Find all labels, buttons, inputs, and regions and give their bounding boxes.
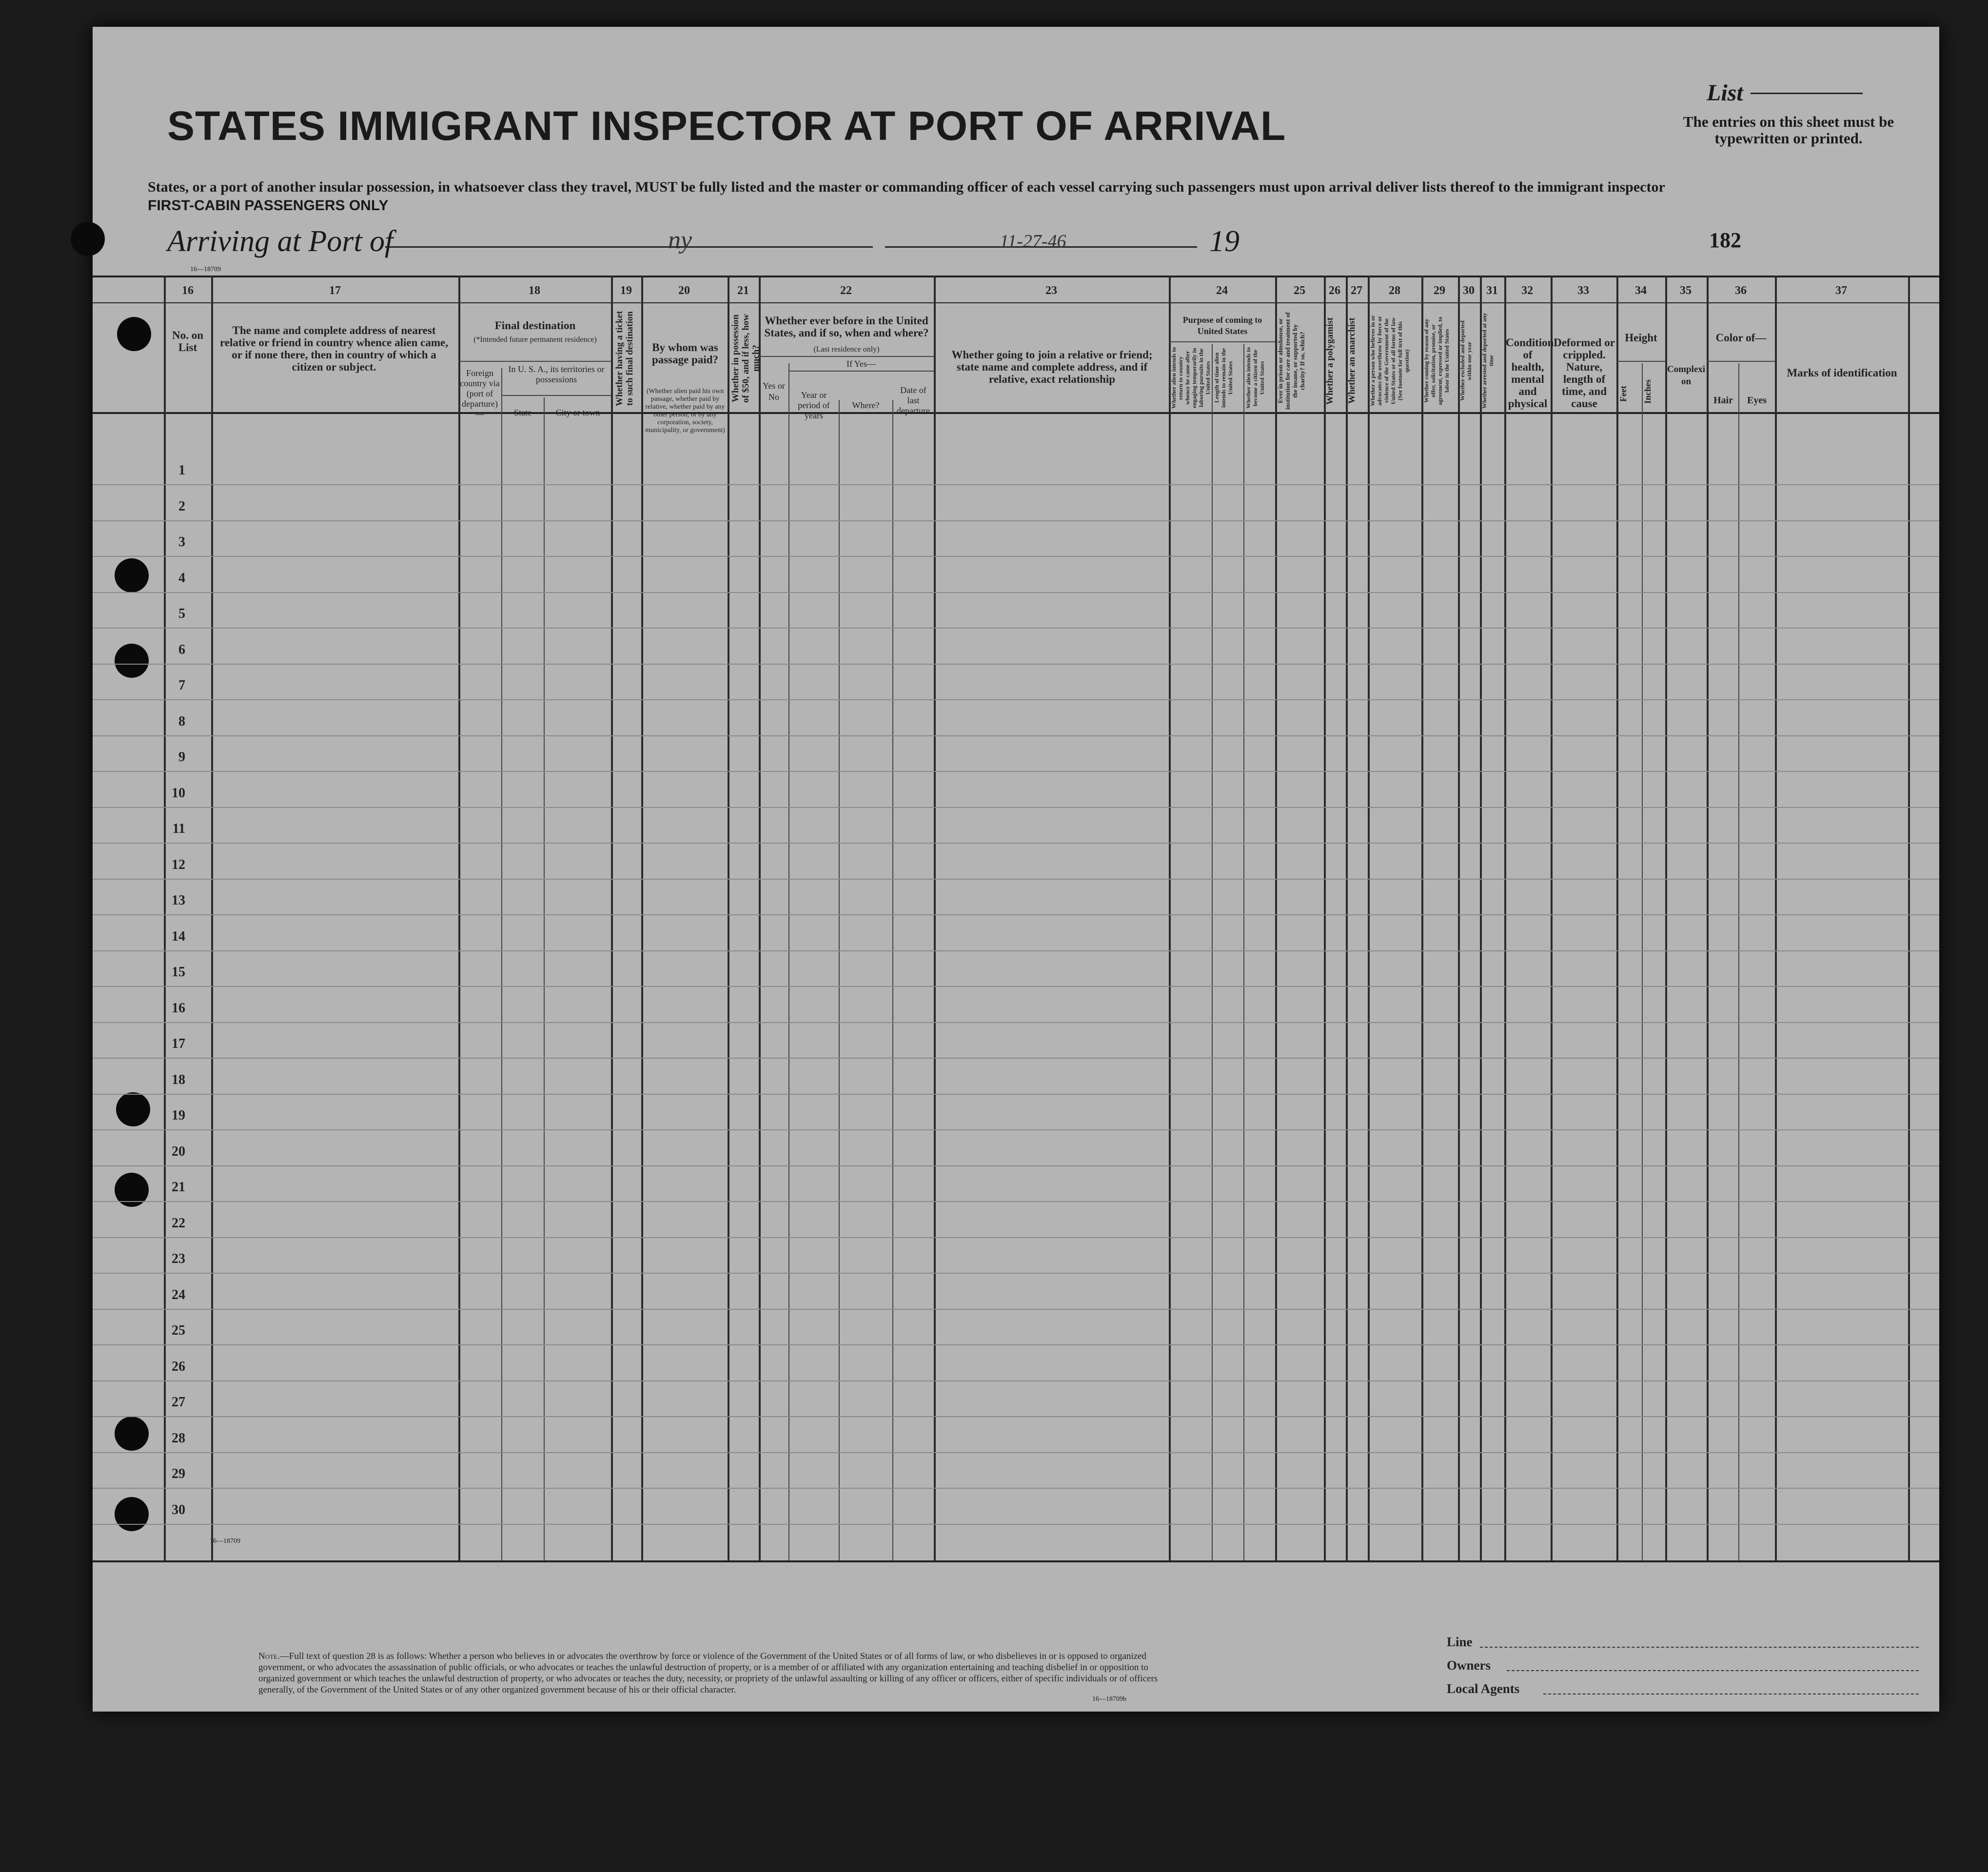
row-number: 28 bbox=[172, 1430, 185, 1446]
year-prefix: 19 bbox=[1209, 225, 1240, 258]
header-final-destination-sub: (*Intended future permanent residence) bbox=[473, 335, 597, 344]
table-row[interactable] bbox=[93, 1129, 1939, 1130]
header-excluded: Whether excluded and deported within one year bbox=[1459, 320, 1473, 401]
col-rule bbox=[211, 276, 213, 1560]
col-rule bbox=[1480, 276, 1482, 1560]
col-rule bbox=[1775, 276, 1777, 1560]
table-row[interactable] bbox=[93, 1524, 1939, 1525]
row-number: 9 bbox=[178, 749, 185, 765]
header-health: Condition of health, mental and physical bbox=[1506, 336, 1554, 410]
header-joining-relative: Whether going to join a relative or friend; state name and complete address, and if relative, exact relationship bbox=[951, 349, 1153, 385]
header-purpose: Purpose of coming to United States bbox=[1182, 315, 1262, 336]
header-overthrow: Whether a person who believes in or advocates the overthrow by force or violence of the Government of the United States or of all forms of law (See footnote for full text of this question) bbox=[1369, 315, 1410, 407]
header-where: Where? bbox=[852, 400, 880, 410]
col-number-30: 30 bbox=[1463, 284, 1475, 297]
header-polygamist: Whether a polygamist bbox=[1325, 317, 1335, 405]
owners-label: Owners bbox=[1447, 1658, 1491, 1673]
row-number: 20 bbox=[172, 1143, 185, 1159]
row-number: 23 bbox=[172, 1251, 185, 1266]
header-years: Year or period of years bbox=[798, 390, 830, 420]
col-rule bbox=[1421, 276, 1423, 1560]
header-purpose-citizen: Whether alien intends to become a citizen of the United States bbox=[1245, 347, 1265, 409]
table-row[interactable] bbox=[93, 950, 1939, 951]
punch-hole bbox=[115, 644, 149, 678]
col-rule bbox=[501, 368, 502, 1560]
footnote-text: —Full text of question 28 is as follows: Whether a person who believes in or advocates the overthrow by force or violence of the Government of the United States or of all forms of law, or who disbelieves in or is opposed to organized government, or who advocates the assassination of public officials, or who advocates or teaches the unlawful destruction of property, or is a member of or affiliated with any organization entertaining and teaching disbelief in or opposition to organized government or which teaches the unlawful destruction of property, or who advocates or teaches the duty, necessity, or propriety of the unlawful assaulting or killing of any officer or officers, either of specific individuals or of officers generally, of the Government of the United States or of any other organized government because of his or their official character. bbox=[258, 1651, 1158, 1695]
col-rule bbox=[1243, 344, 1244, 1560]
header-fifty-dollars: Whether in possession of $50, and if less, how much? bbox=[730, 314, 761, 403]
col-number-27: 27 bbox=[1351, 284, 1362, 297]
header-labor-offer: Whether coming by reason of any offer, solicitation, promise, or agreement, expressed or implied, to labor in the United States bbox=[1423, 316, 1450, 405]
header-city: City or town bbox=[555, 408, 600, 417]
col-rule bbox=[1212, 344, 1213, 1560]
row-number: 26 bbox=[172, 1359, 185, 1374]
col-rule bbox=[934, 276, 936, 1560]
header-ticket: Whether having a ticket to such final destination bbox=[614, 311, 635, 406]
list-label: List bbox=[1707, 80, 1743, 106]
col-rule bbox=[1908, 276, 1910, 1560]
form-number-footer: 16—18709b bbox=[1092, 1695, 1126, 1703]
subheader-rule bbox=[788, 371, 934, 372]
row-number: 30 bbox=[172, 1502, 185, 1517]
table-row[interactable] bbox=[93, 556, 1939, 557]
col-rule bbox=[458, 276, 460, 1560]
col-number-26: 26 bbox=[1329, 284, 1340, 297]
row-number: 12 bbox=[172, 857, 185, 872]
header-hair: Hair bbox=[1713, 395, 1733, 406]
row-number: 22 bbox=[172, 1215, 185, 1231]
header-prison: Ever in prison or almshouse, or institution for care and treatment of the insane, or supported by charity? If so, which? bbox=[1277, 312, 1306, 410]
header-height: Height bbox=[1625, 332, 1657, 344]
table-row[interactable] bbox=[93, 879, 1939, 880]
header-passage-paid: By whom was passage paid? bbox=[651, 341, 719, 366]
footnote-lead: Note. bbox=[258, 1651, 280, 1661]
col-rule bbox=[1551, 276, 1553, 1560]
col-rule bbox=[611, 276, 613, 1560]
rule-text: States, or a port of another insular possession, in whatsoever class they travel, MUST be fully listed and the master or commanding officer of each vessel carrying such passengers must upon arrival deliver lists thereof to the immigrant inspector bbox=[148, 179, 1665, 195]
row-number: 13 bbox=[172, 893, 185, 908]
table-row[interactable] bbox=[93, 771, 1939, 772]
table-row[interactable] bbox=[93, 1309, 1939, 1310]
col-number-22: 22 bbox=[840, 284, 852, 297]
row-number: 5 bbox=[178, 606, 185, 621]
table-row[interactable] bbox=[93, 986, 1939, 987]
col-rule bbox=[892, 400, 893, 1560]
header-bottom-rule bbox=[93, 412, 1939, 414]
row-number: 1 bbox=[178, 463, 185, 478]
footnote-q28 bbox=[258, 1651, 1180, 1695]
subheader-rule bbox=[501, 395, 611, 396]
col-rule bbox=[1665, 276, 1667, 1560]
table-row[interactable] bbox=[93, 628, 1939, 629]
row-number: 25 bbox=[172, 1323, 185, 1338]
table-row[interactable] bbox=[93, 1452, 1939, 1453]
col-number-19: 19 bbox=[620, 284, 632, 297]
table-row[interactable] bbox=[93, 520, 1939, 521]
header-feet: Feet bbox=[1618, 386, 1628, 402]
table-row[interactable] bbox=[93, 1022, 1939, 1023]
table-row[interactable] bbox=[93, 807, 1939, 808]
entries-note: The entries on this sheet must be typewritten or printed. bbox=[1683, 113, 1894, 147]
col-number-32: 32 bbox=[1521, 284, 1533, 297]
col-rule bbox=[1504, 276, 1506, 1560]
row-number: 11 bbox=[172, 821, 185, 836]
header-ever-before-us: Whether ever before in the United States, and if so, when and where? bbox=[764, 315, 929, 339]
col-number-17: 17 bbox=[329, 284, 341, 297]
header-purpose-length: Length of time alien intends to remain in the United States bbox=[1213, 348, 1234, 408]
table-row[interactable] bbox=[93, 1058, 1939, 1059]
header-eyes: Eyes bbox=[1747, 395, 1767, 406]
row-number: 24 bbox=[172, 1287, 185, 1302]
col-number-24: 24 bbox=[1216, 284, 1228, 297]
row-number: 18 bbox=[172, 1072, 185, 1087]
row-number: 6 bbox=[178, 642, 185, 657]
col-number-18: 18 bbox=[529, 284, 540, 297]
row-number: 19 bbox=[172, 1108, 185, 1123]
col-number-23: 23 bbox=[1045, 284, 1057, 297]
table-row[interactable] bbox=[93, 1165, 1939, 1166]
subheader-rule bbox=[1169, 341, 1275, 342]
table-row[interactable] bbox=[93, 1344, 1939, 1345]
header-if-yes: If Yes— bbox=[846, 359, 876, 369]
table-row[interactable] bbox=[93, 699, 1939, 700]
header-color-of: Color of— bbox=[1715, 332, 1767, 344]
table-row[interactable] bbox=[93, 1488, 1939, 1489]
header-passage-paid-sub: (Whether alien paid his own passage, whether paid by relative, whether paid by any other person, or by any corporation, society, municipality, or government) bbox=[645, 388, 725, 434]
col-number-37: 37 bbox=[1835, 284, 1847, 297]
col-number-34: 34 bbox=[1635, 284, 1647, 297]
row-number: 8 bbox=[178, 713, 185, 729]
punch-hole bbox=[71, 222, 105, 256]
table-row[interactable] bbox=[93, 1273, 1939, 1274]
line-field[interactable] bbox=[1480, 1647, 1919, 1648]
table-bottom-rule bbox=[93, 1560, 1939, 1562]
row-number: 15 bbox=[172, 965, 185, 980]
row-number: 7 bbox=[178, 678, 185, 693]
row-number: 4 bbox=[178, 570, 185, 586]
header-in-usa: In U. S. A., its territories or possessions bbox=[508, 364, 605, 384]
subheader-rule bbox=[759, 356, 934, 357]
header-marks: Marks of identification bbox=[1787, 367, 1897, 379]
form-number-bottom: 16—18709 bbox=[210, 1537, 240, 1545]
col-rule bbox=[544, 397, 545, 1560]
header-final-destination: Final destination bbox=[494, 319, 576, 332]
table-row[interactable] bbox=[93, 1380, 1939, 1381]
punch-hole bbox=[115, 558, 149, 592]
header-state: State bbox=[514, 408, 531, 417]
col-rule bbox=[641, 276, 643, 1560]
table-row[interactable] bbox=[93, 1094, 1939, 1095]
arriving-label: Arriving at Port of bbox=[167, 225, 394, 258]
row-number: 17 bbox=[172, 1036, 185, 1051]
header-no-on-list: No. on List bbox=[172, 329, 203, 354]
local-agents-label: Local Agents bbox=[1447, 1681, 1520, 1696]
header-arrested: Whether arrested and deported at any time bbox=[1481, 313, 1495, 409]
row-number: 2 bbox=[178, 498, 185, 514]
col-number-31: 31 bbox=[1486, 284, 1498, 297]
row-number: 3 bbox=[178, 534, 185, 550]
header-complexion: Complexion bbox=[1667, 364, 1706, 387]
column-number-rule bbox=[93, 302, 1939, 303]
header-nearest-relative: The name and complete address of nearest relative or friend in country whence alien came, or if none there, then in country of which a citizen or subject. bbox=[219, 324, 448, 373]
punch-hole bbox=[117, 317, 151, 351]
table-row[interactable] bbox=[93, 914, 1939, 915]
table-row[interactable] bbox=[93, 1416, 1939, 1417]
first-cabin-label: FIRST-CABIN PASSENGERS ONLY bbox=[148, 197, 389, 214]
col-number-16: 16 bbox=[182, 284, 194, 297]
col-rule bbox=[728, 276, 729, 1560]
port-field-line[interactable] bbox=[385, 246, 873, 248]
col-rule bbox=[1616, 276, 1618, 1560]
col-number-29: 29 bbox=[1434, 284, 1445, 297]
row-number: 14 bbox=[172, 928, 185, 944]
col-rule bbox=[1346, 276, 1348, 1560]
page-number: 182 bbox=[1709, 228, 1741, 252]
date-handwritten: 11-27-46 bbox=[1000, 231, 1066, 252]
col-number-35: 35 bbox=[1680, 284, 1692, 297]
col-number-20: 20 bbox=[678, 284, 690, 297]
col-rule bbox=[1458, 276, 1460, 1560]
table-row[interactable] bbox=[93, 592, 1939, 593]
table-row[interactable] bbox=[93, 484, 1939, 485]
page-title: STATES IMMIGRANT INSPECTOR AT PORT OF ARRIVAL bbox=[167, 103, 1286, 149]
col-number-25: 25 bbox=[1294, 284, 1305, 297]
col-number-21: 21 bbox=[737, 284, 749, 297]
header-date-last-departure: Date of last departure bbox=[897, 385, 930, 415]
col-rule bbox=[1275, 276, 1277, 1560]
owners-field[interactable] bbox=[1507, 1670, 1919, 1671]
table-row[interactable] bbox=[93, 664, 1939, 665]
subheader-rule bbox=[1616, 361, 1665, 362]
local-agents-field[interactable] bbox=[1543, 1694, 1919, 1695]
table-row[interactable] bbox=[93, 1201, 1939, 1202]
punch-hole bbox=[116, 1092, 150, 1126]
table-row[interactable] bbox=[93, 1237, 1939, 1238]
header-foreign-country: Foreign country via (port of departure)— bbox=[460, 368, 500, 419]
header-deformed: Deformed or crippled. Nature, length of time, and cause bbox=[1554, 336, 1615, 410]
table-top-rule bbox=[93, 276, 1939, 277]
punch-hole bbox=[115, 1417, 149, 1451]
subheader-rule bbox=[458, 361, 611, 362]
line-label: Line bbox=[1447, 1635, 1473, 1649]
row-number: 10 bbox=[172, 785, 185, 801]
col-number-28: 28 bbox=[1389, 284, 1400, 297]
subheader-rule bbox=[1707, 361, 1775, 362]
col-rule bbox=[839, 400, 840, 1560]
row-number: 27 bbox=[172, 1395, 185, 1410]
col-number-33: 33 bbox=[1577, 284, 1589, 297]
list-number-field[interactable] bbox=[1751, 93, 1863, 94]
header-last-residence: (Last residence only) bbox=[813, 345, 880, 354]
row-number: 16 bbox=[172, 1000, 185, 1016]
header-purpose-return: Whether alien intends to return to country whence he came after engaging temporarily in laboring pursuits in the United States bbox=[1170, 347, 1211, 409]
col-rule bbox=[1169, 276, 1171, 1560]
punch-hole bbox=[115, 1497, 149, 1531]
col-rule bbox=[1324, 276, 1326, 1560]
col-rule bbox=[759, 276, 761, 1560]
header-inches: Inches bbox=[1643, 379, 1653, 404]
table-row[interactable] bbox=[93, 735, 1939, 736]
header-anarchist: Whether an anarchist bbox=[1347, 317, 1357, 404]
row-number: 29 bbox=[172, 1466, 185, 1481]
col-number-36: 36 bbox=[1735, 284, 1747, 297]
col-rule bbox=[1707, 276, 1709, 1560]
manifest-sheet bbox=[93, 27, 1939, 1712]
port-handwritten: ny bbox=[668, 226, 692, 254]
row-number: 21 bbox=[172, 1180, 185, 1195]
table-row[interactable] bbox=[93, 843, 1939, 844]
form-number: 16—18709 bbox=[190, 266, 221, 273]
col-rule bbox=[1368, 276, 1370, 1560]
header-yes-no: Yes or No bbox=[763, 381, 785, 402]
